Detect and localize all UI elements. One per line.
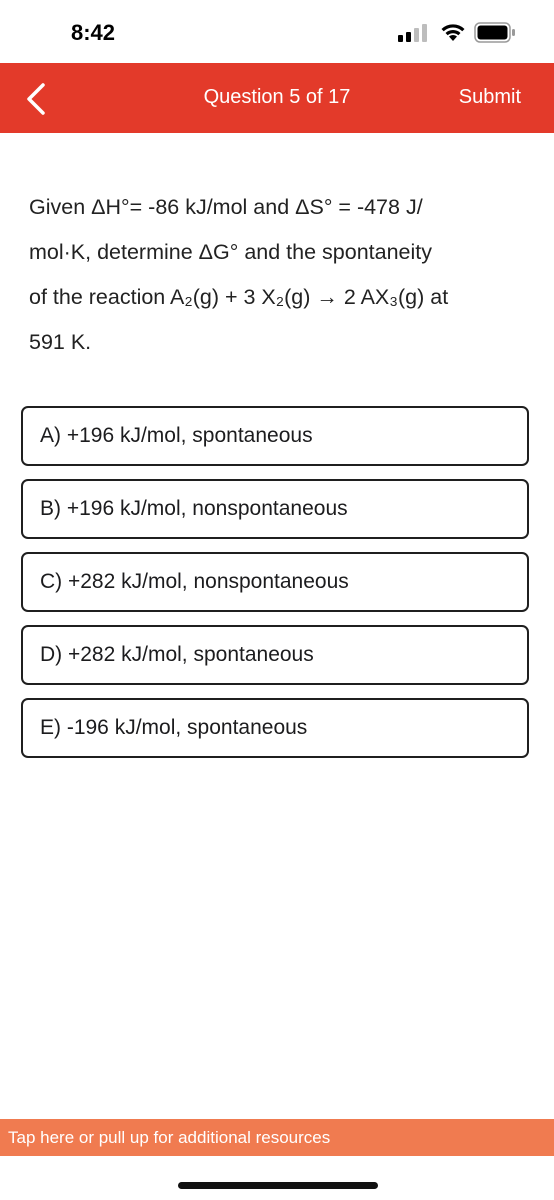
answer-option-c[interactable]	[21, 552, 529, 612]
answer-option-e[interactable]	[21, 698, 529, 758]
question-line: Given ΔH°= -86 kJ/mol and ΔS° = -478 J/	[29, 195, 423, 219]
additional-resources-label: Tap here or pull up for additional resources	[8, 1128, 331, 1147]
cellular-signal-icon	[398, 24, 428, 42]
answer-option-d[interactable]	[21, 625, 529, 685]
question-line: mol·K, determine ΔG° and the spontaneity	[29, 240, 432, 264]
answer-option-a[interactable]	[21, 406, 529, 466]
home-indicator[interactable]	[178, 1182, 378, 1189]
answer-option-label: A) +196 kJ/mol, spontaneous	[40, 424, 313, 447]
question-line: 591 K.	[29, 330, 92, 354]
status-bar	[0, 0, 554, 62]
battery-icon	[474, 22, 516, 43]
page-title: Question 5 of 17	[203, 86, 351, 108]
question-line: of the reaction A₂(g) + 3 X₂(g) → 2 AX₃(g) at	[29, 285, 449, 309]
answer-option-b[interactable]	[21, 479, 529, 539]
status-time: 8:42	[71, 20, 116, 45]
answer-option-label: C) +282 kJ/mol, nonspontaneous	[40, 570, 349, 593]
header-bar	[0, 63, 554, 133]
answer-option-label: E) -196 kJ/mol, spontaneous	[40, 716, 308, 739]
question-text	[29, 185, 529, 365]
additional-resources-bar[interactable]	[0, 1119, 554, 1156]
wifi-icon	[440, 22, 466, 42]
submit-button[interactable]: Submit	[458, 86, 521, 108]
answer-option-label: D) +282 kJ/mol, spontaneous	[40, 643, 314, 666]
answer-option-label: B) +196 kJ/mol, nonspontaneous	[40, 497, 348, 520]
